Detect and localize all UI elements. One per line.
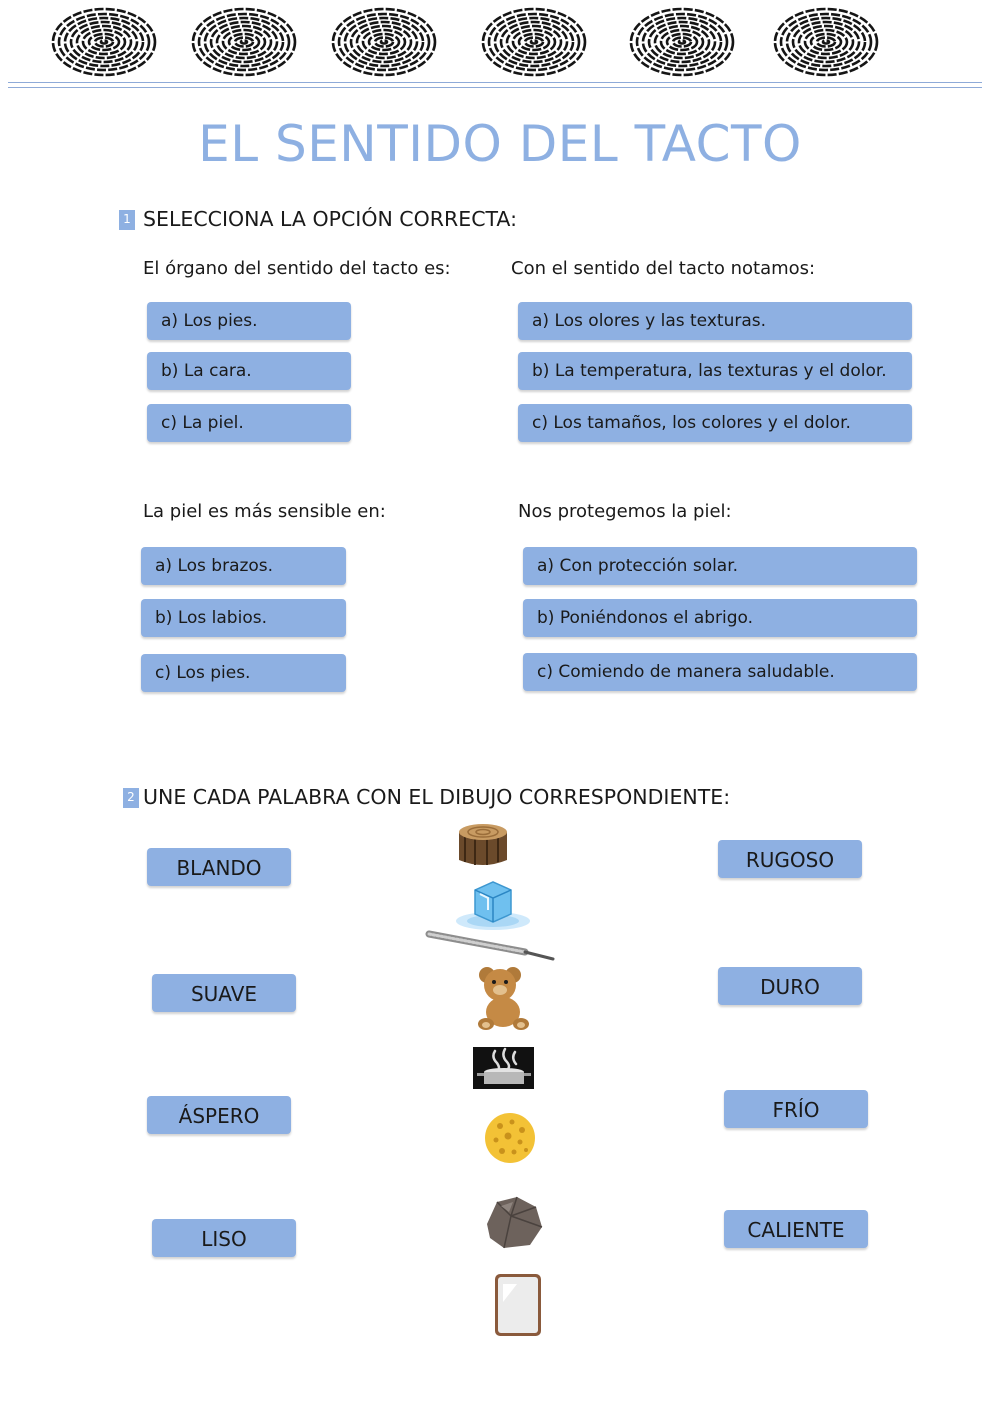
teddy-bear-icon[interactable]	[473, 966, 535, 1032]
rock-icon[interactable]	[483, 1194, 545, 1250]
answer-option[interactable]: b) Los labios.	[141, 599, 346, 637]
answer-option[interactable]: a) Los olores y las texturas.	[518, 302, 912, 340]
question-text: La piel es más sensible en:	[143, 501, 386, 522]
answer-option[interactable]: b) Poniéndonos el abrigo.	[523, 599, 917, 637]
answer-option[interactable]: b) La cara.	[147, 352, 351, 390]
word-tile-left[interactable]: BLANDO	[147, 848, 291, 886]
fingerprint-icon	[190, 6, 298, 78]
question-text: Con el sentido del tacto notamos:	[511, 258, 816, 279]
answer-option[interactable]: a) Con protección solar.	[523, 547, 917, 585]
section-number: 2	[123, 788, 139, 808]
word-tile-right[interactable]: DURO	[718, 967, 862, 1005]
question-text: Nos protegemos la piel:	[518, 501, 732, 522]
answer-option[interactable]: c) Comiendo de manera saludable.	[523, 653, 917, 691]
page-title: EL SENTIDO DEL TACTO	[198, 115, 802, 173]
question-text: El órgano del sentido del tacto es:	[143, 258, 451, 279]
header-divider	[8, 87, 982, 88]
wood-log-icon[interactable]	[455, 822, 511, 870]
section-number: 1	[119, 210, 135, 230]
section-heading: UNE CADA PALABRA CON EL DIBUJO CORRESPONDIENTE:	[143, 785, 731, 809]
fingerprint-icon	[628, 6, 736, 78]
sponge-icon[interactable]	[482, 1110, 538, 1166]
word-tile-left[interactable]: LISO	[152, 1219, 296, 1257]
answer-option[interactable]: a) Los pies.	[147, 302, 351, 340]
nail-file-icon[interactable]	[425, 926, 557, 966]
fingerprint-icon	[330, 6, 438, 78]
fingerprint-icon	[50, 6, 158, 78]
answer-option[interactable]: c) Los tamaños, los colores y el dolor.	[518, 404, 912, 442]
word-tile-left[interactable]: SUAVE	[152, 974, 296, 1012]
ice-cube-icon[interactable]	[453, 876, 533, 932]
fingerprint-icon	[480, 6, 588, 78]
word-tile-right[interactable]: CALIENTE	[724, 1210, 868, 1248]
steaming-pot-icon[interactable]	[473, 1047, 534, 1089]
fingerprint-icon	[772, 6, 880, 78]
answer-option[interactable]: c) La piel.	[147, 404, 351, 442]
word-tile-right[interactable]: RUGOSO	[718, 840, 862, 878]
mirror-icon[interactable]	[493, 1272, 543, 1338]
section-heading: SELECCIONA LA OPCIÓN CORRECTA:	[143, 207, 518, 231]
answer-option[interactable]: b) La temperatura, las texturas y el dolor.	[518, 352, 912, 390]
word-tile-right[interactable]: FRÍO	[724, 1090, 868, 1128]
answer-option[interactable]: c) Los pies.	[141, 654, 346, 692]
answer-option[interactable]: a) Los brazos.	[141, 547, 346, 585]
header-divider	[8, 82, 982, 83]
word-tile-left[interactable]: ÁSPERO	[147, 1096, 291, 1134]
